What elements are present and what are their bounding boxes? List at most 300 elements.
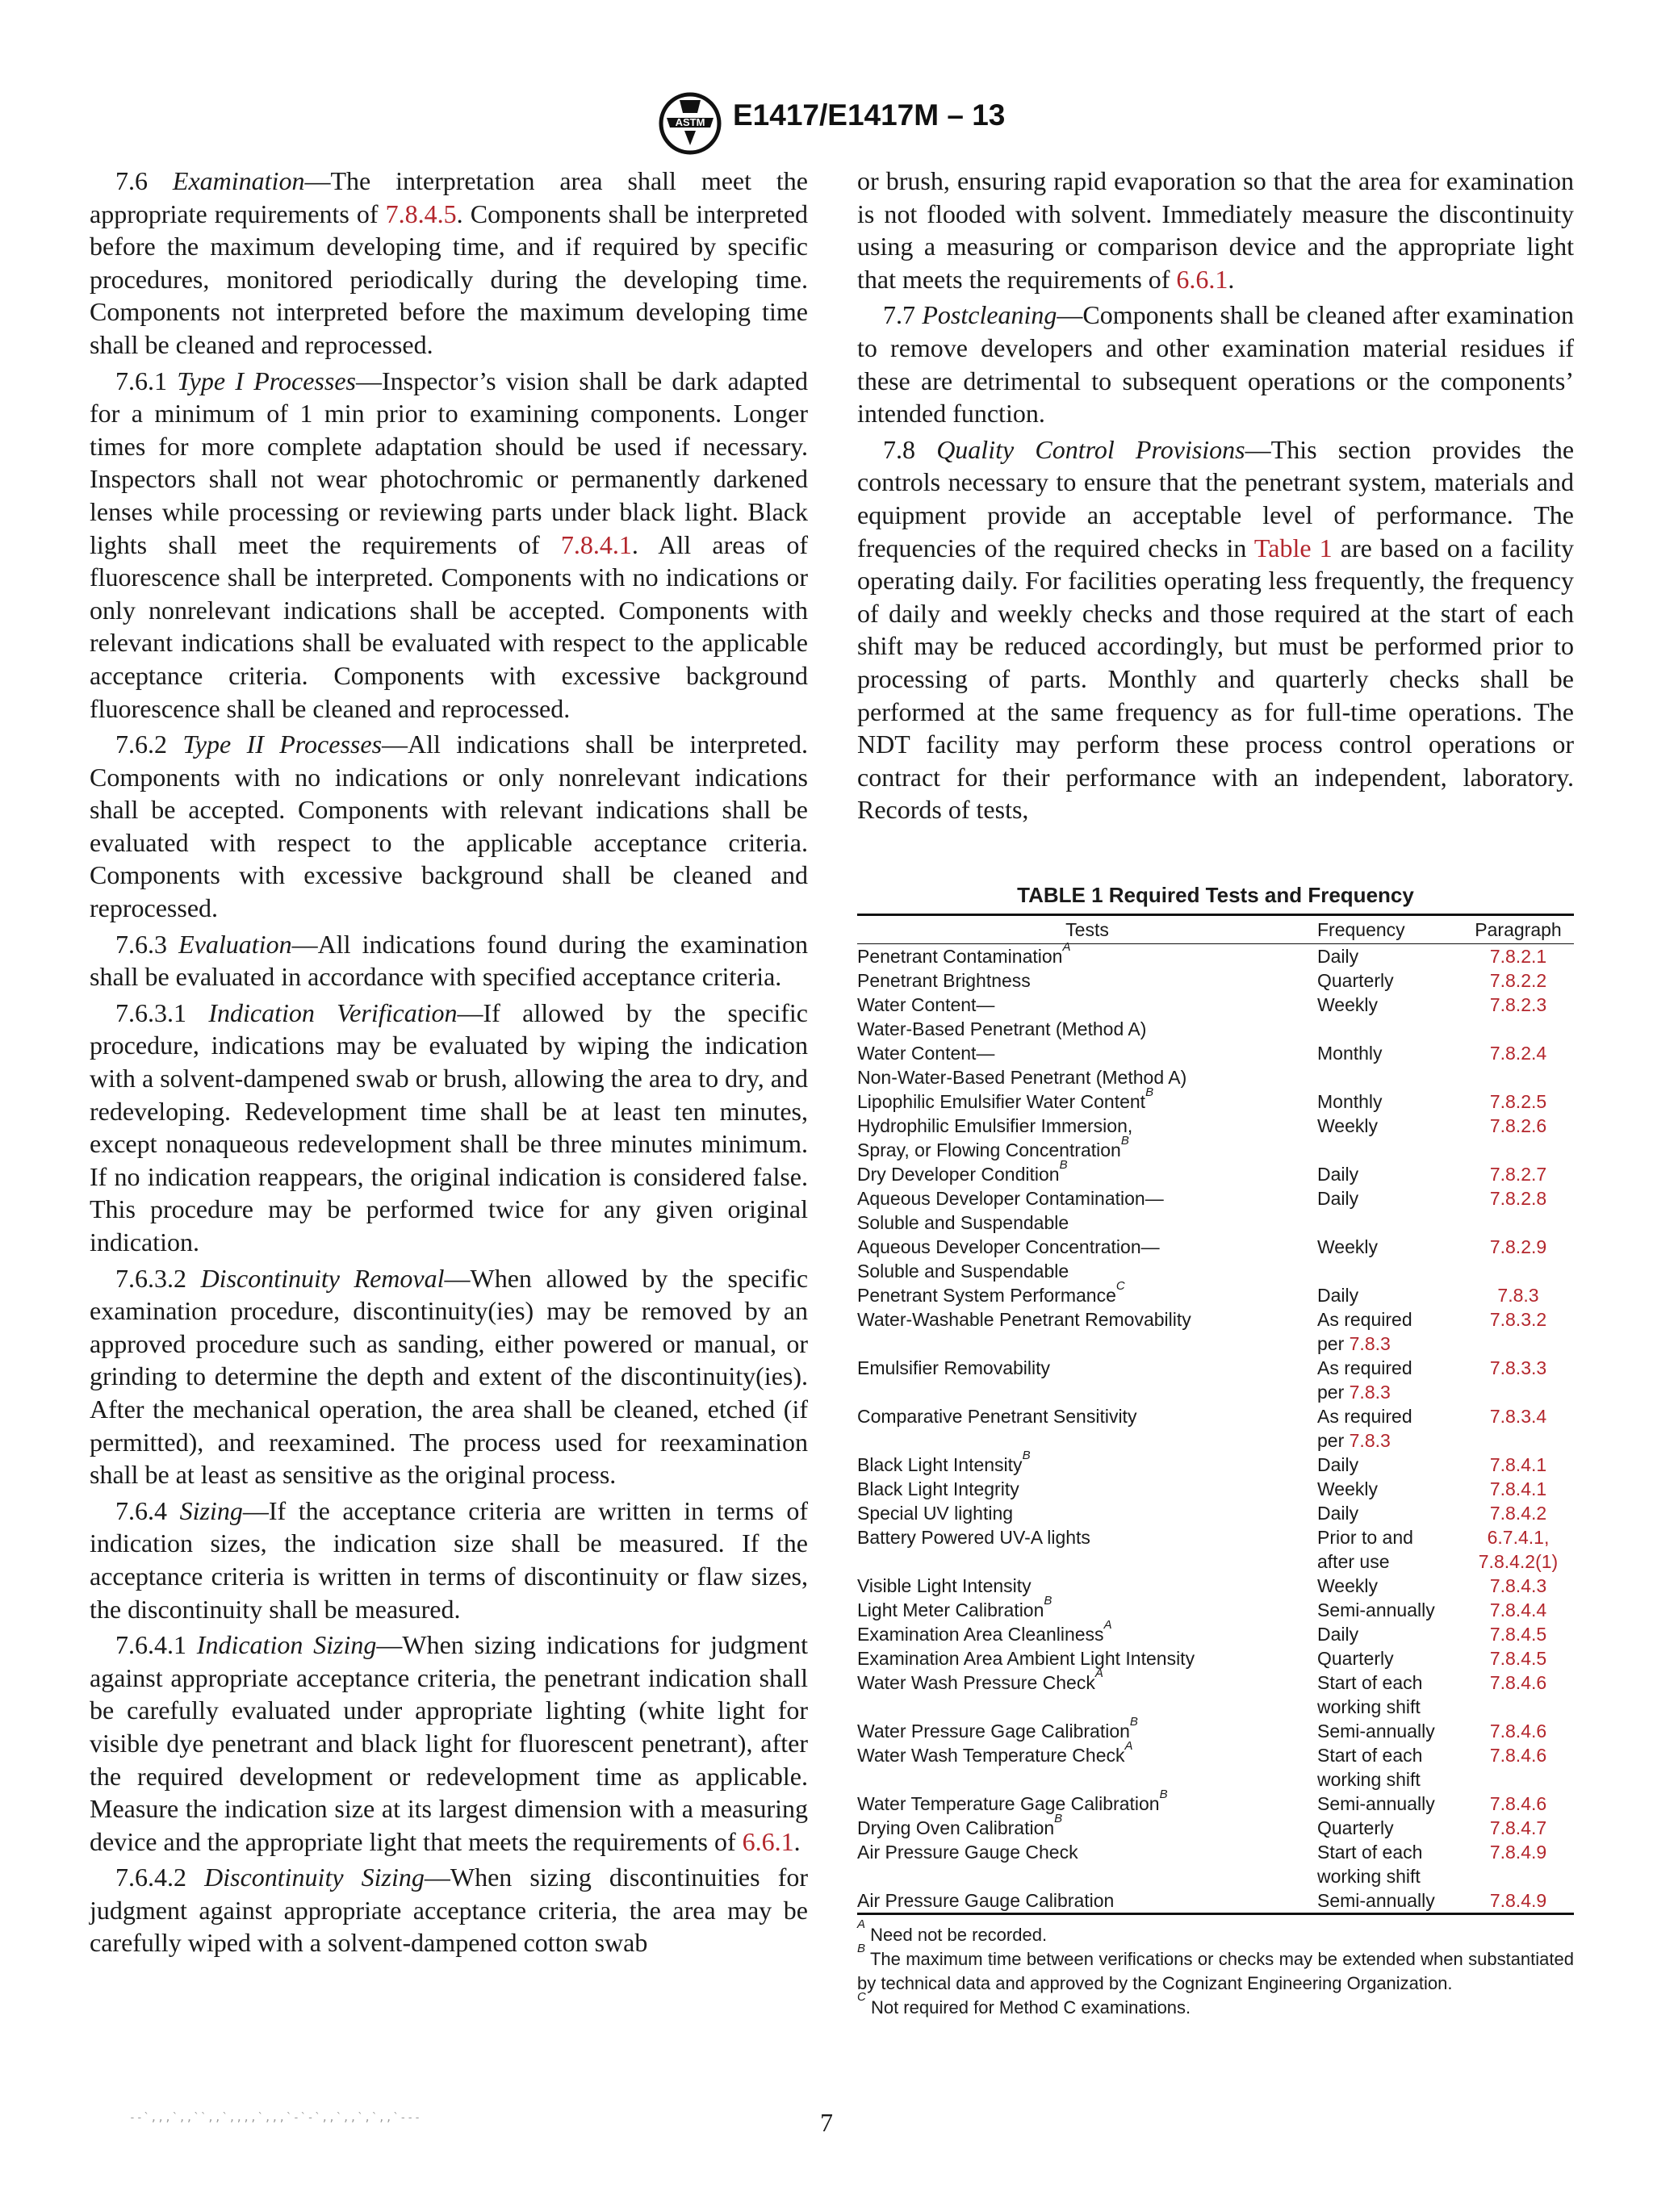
table-row [857,1041,1574,1089]
test-name: Examination Area Ambient Light Intensity [857,1648,1195,1669]
table-row [857,1525,1574,1574]
section-text: —Components shall be cleaned after examination to remove developers and other examination material residues if these are detrimental to subsequent operations or the components’ intended function. [857,300,1575,429]
cell-test [857,1449,1317,1477]
section-text: —All indications shall be interpreted. Components with no indications or only nonrelevant indications shall be accepted. Components with relevant indications shall be evaluated with respect to the applicable acceptance criteria. Components with excessive background shall be cleaned and reprocessed. [90,730,809,923]
paragraph-link[interactable]: 7.8.4.9 [1489,1842,1547,1863]
test-name: Emulsifier Removability [857,1357,1051,1378]
frequency-value: Daily [1317,1188,1359,1209]
page-number: 7 [820,2108,833,2137]
frequency-value: As required [1317,1309,1412,1330]
footnote-mark: B [1145,1085,1154,1099]
section-number: 7.6.2 [115,730,167,759]
footnote-text: The maximum time between verifications or checks may be extended when substantiated by technical data and approved by the Cognizant Engineering Organization. [857,1949,1574,1993]
test-name: Penetrant System Performance [857,1285,1116,1306]
test-name-continued: Water-Based Penetrant (Method A) [857,1018,1147,1039]
frequency-value-continued: per [1317,1333,1345,1354]
footnote-text: Not required for Method C examinations. [865,1997,1191,2018]
cell-test [857,1739,1317,1792]
frequency-value: As required [1317,1357,1412,1378]
cross-reference-link[interactable]: 6.6.1 [742,1826,794,1856]
cell-frequency [1317,1114,1463,1162]
table-row [857,1622,1574,1646]
section-title: Indication Sizing [196,1630,377,1660]
section-number: 7.6.4.2 [115,1863,186,1892]
cell-test [857,1501,1317,1525]
paragraph-link[interactable]: 7.8.4.6 [1489,1721,1547,1742]
footnote-mark: C [1115,1279,1125,1293]
cell-paragraph [1463,1356,1574,1404]
cell-test [857,1525,1317,1574]
cell-test [857,940,1317,969]
table-row [857,1235,1574,1283]
paragraph-link[interactable]: 7.8.4.2(1) [1478,1551,1559,1572]
paragraph-link[interactable]: 7.8.2.7 [1489,1164,1547,1185]
paragraph-link[interactable]: 7.8.4.1 [1489,1478,1547,1499]
test-name: Visible Light Intensity [857,1575,1032,1596]
test-name: Black Light Intensity [857,1454,1023,1475]
section-7-6-4-2 [90,1861,808,1959]
section-text: are based on a facility operating daily. For facilities operating less frequently, the frequency of daily and weekly checks and those required at the start of each shift may be reduced accordingly, but must be performed prior to processing of parts. Monthly and quarterly checks shall be performed at the same frequency as for full-time operations. The NDT facility may perform these process control operations or contract for their performance with an independent, laboratory. Records of tests, [857,533,1575,825]
section-text: —This section provides the controls necessary to ensure that the penetrant system, materials and equipment provide an acceptable level of performance. The frequencies of the required checks in [857,434,1575,562]
cell-paragraph [1463,1646,1574,1670]
frequency-value-continued: per [1317,1382,1345,1403]
cell-paragraph [1463,1622,1574,1646]
cell-frequency [1317,1477,1463,1501]
frequency-value: Quarterly [1317,970,1394,991]
table-row [857,1186,1574,1235]
cell-frequency [1317,1670,1463,1719]
cell-paragraph [1463,1501,1574,1525]
table-1 [857,881,1574,2020]
cell-paragraph [1463,1840,1574,1888]
frequency-value-continued: after use [1317,1551,1390,1572]
cell-frequency [1317,1719,1463,1743]
section-number: 7.6 [115,166,148,195]
cross-reference-link[interactable]: 7.8.3 [1349,1430,1391,1451]
section-7-6-3-2 [90,1262,808,1491]
section-text: —If the acceptance criteria are written in terms of indication sizes, the indication size shall be measured. If the acceptance criteria is written in terms of discontinuity or flaw sizes, the discontinuity shall be measured. [90,1495,809,1624]
section-text: —When sizing indications for judgment against appropriate acceptance criteria, the penetrant indication shall be carefully evaluated under appropriate lighting (white light for visible dye penetrant and black light for fluorescent penetrant), after the required development or redevelopment time as applicable. Measure the indication size at its largest dimension with a measuring device and the appropriate light that meets the requirements of [90,1630,808,1856]
section-7-6-4 [90,1495,808,1625]
section-number: 7.6.3 [115,929,167,959]
section-number: 7.8 [883,434,915,464]
cell-paragraph [1463,1114,1574,1162]
section-text: —When sizing discontinuities for judgment against appropriate acceptance criteria, the area may be carefully wiped with a solvent-dampened cotton swab [90,1863,809,1958]
frequency-value: Quarterly [1317,1648,1394,1669]
cell-test [857,1574,1317,1598]
test-name-continued: Spray, or Flowing Concentration [857,1139,1121,1160]
test-name: Battery Powered UV-A lights [857,1527,1090,1548]
footnote-mark: C [857,1990,866,2004]
cell-paragraph [1463,1162,1574,1186]
cell-paragraph [1463,1888,1574,1914]
table-row [857,1743,1574,1792]
table-row [857,1719,1574,1743]
table-row [857,1574,1574,1598]
footnote-mark: B [1129,1715,1138,1729]
section-text: —Inspector’s vision shall be dark adapted for a minimum of 1 min prior to examining components. Longer times for more complete adaptation should be used if necessary. Inspectors shall not wear photochromic or permanently darkened lenses while processing or reviewing parts under black light. Black lights shall meet the requirements of [90,366,809,559]
cell-test [857,1788,1317,1816]
cell-paragraph [1463,1525,1574,1574]
frequency-value: Start of each [1317,1745,1423,1766]
table-title: TABLE 1 Required Tests and Frequency [1017,883,1414,907]
table-row [857,1646,1574,1670]
frequency-value: Semi-annually [1317,1721,1435,1742]
section-text: . [793,1826,801,1856]
table-reference-link[interactable]: Table 1 [1253,533,1333,562]
cell-paragraph [1463,1574,1574,1598]
footnote-mark: B [857,1942,866,1955]
cell-test [857,1041,1317,1089]
cell-test [857,1307,1317,1356]
cross-reference-link[interactable]: 7.8.3 [1349,1333,1391,1354]
cell-paragraph [1463,1235,1574,1283]
cell-frequency [1317,968,1463,993]
paragraph-link[interactable]: 7.8.4.5 [1489,1624,1547,1645]
frequency-value: Semi-annually [1317,1599,1435,1620]
test-name: Water Pressure Gage Calibration [857,1721,1130,1742]
section-7-6-2 [90,728,808,925]
cell-frequency [1317,1792,1463,1816]
test-name: Water Wash Pressure Check [857,1672,1095,1693]
paragraph-link[interactable]: 7.8.2.5 [1489,1091,1547,1112]
test-name: Hydrophilic Emulsifier Immersion, [857,1115,1133,1136]
section-text: . [1228,264,1235,294]
test-name: Black Light Integrity [857,1478,1019,1499]
cell-test [857,1715,1317,1743]
frequency-value: Weekly [1317,994,1378,1015]
test-name: Dry Developer Condition [857,1164,1060,1185]
cell-test [857,993,1317,1041]
footnote-mark: A [1062,940,1071,954]
test-name: Water-Washable Penetrant Removability [857,1309,1191,1330]
section-title: Sizing [179,1495,243,1525]
cell-paragraph [1463,944,1574,969]
svg-text:ASTM: ASTM [675,116,705,128]
footnote-mark: A [1124,1739,1133,1753]
cell-test [857,1594,1317,1622]
test-name-continued: Soluble and Suspendable [857,1212,1069,1233]
cell-test [857,1186,1317,1235]
section-number: 7.6.3.1 [115,997,186,1027]
test-name: Water Content— [857,1043,995,1064]
test-name: Penetrant Brightness [857,970,1031,991]
cell-paragraph [1463,968,1574,993]
cell-test [857,1618,1317,1646]
frequency-value: Monthly [1317,1043,1383,1064]
cell-test [857,1888,1317,1914]
frequency-value: Daily [1317,1285,1359,1306]
test-name: Water Content— [857,994,995,1015]
section-title: Type II Processes [182,730,383,759]
frequency-value-continued: working shift [1317,1769,1421,1790]
left-column [90,165,808,1963]
paragraph-link[interactable]: 7.8.4.2 [1489,1503,1547,1524]
astm-logo-icon [657,90,723,157]
table-row [857,1888,1574,1914]
test-name: Special UV lighting [857,1503,1014,1524]
frequency-value: Daily [1317,1503,1359,1524]
section-text: . All areas of fluorescence shall be interpreted. Components with no indications or only nonrelevant indications shall be accepted. Components with relevant indications shall be evaluated with respect to the applicable acceptance criteria. Components with excessive background fluorescence shall be cleaned and reprocessed. [90,529,809,723]
paragraph-link[interactable]: 7.8.4.3 [1489,1575,1547,1596]
cell-frequency [1317,1283,1463,1307]
column-header-tests: Tests [857,915,1317,944]
cell-frequency [1317,1622,1463,1646]
required-tests-table [857,914,1574,1915]
paragraph-link[interactable]: 7.8.3 [1497,1285,1539,1306]
cell-frequency [1317,1162,1463,1186]
test-name-continued: Non-Water-Based Penetrant (Method A) [857,1067,1187,1088]
table-row [857,1089,1574,1114]
frequency-value: Start of each [1317,1842,1423,1863]
footnote-mark: A [1094,1666,1103,1680]
cell-paragraph [1463,993,1574,1041]
section-title: Indication Verification [208,997,458,1027]
test-name: Aqueous Developer Concentration— [857,1236,1160,1257]
paragraph-link[interactable]: 7.8.2.8 [1489,1188,1547,1209]
section-7-6-3 [90,928,808,993]
section-7-7 [857,299,1574,429]
test-name: Air Pressure Gauge Check [857,1842,1078,1863]
table-row [857,1670,1574,1719]
table-row [857,1792,1574,1816]
cell-frequency [1317,1525,1463,1574]
cell-frequency [1317,1888,1463,1914]
frequency-value: As required [1317,1406,1412,1427]
document-watermark: --`,,,`,,``,,`,,,,`,,,`-`-`,,`,,`,`,,`--- [129,2112,421,2124]
section-title: Examination [172,166,305,195]
paragraph-link[interactable]: 7.8.4.4 [1489,1599,1547,1620]
cell-frequency [1317,1041,1463,1089]
footnote-mark: A [857,1917,866,1931]
cross-reference-link[interactable]: 6.6.1 [1176,264,1228,294]
frequency-value: Daily [1317,1164,1359,1185]
frequency-value: Monthly [1317,1091,1383,1112]
paragraph-link[interactable]: 7.8.4.5 [1489,1648,1547,1669]
table-row [857,993,1574,1041]
section-title: Discontinuity Removal [200,1263,445,1293]
footnote-mark: B [1054,1812,1063,1825]
cell-frequency [1317,1404,1463,1453]
paragraph-link[interactable]: 7.8.2.2 [1489,970,1547,991]
footnote-mark: B [1044,1594,1052,1608]
section-title: Discontinuity Sizing [204,1863,425,1892]
cell-paragraph [1463,1307,1574,1356]
cross-reference-link[interactable]: 7.8.4.5 [385,199,457,228]
frequency-value: Daily [1317,1454,1359,1475]
section-number: 7.7 [883,300,915,330]
table-header-row [857,915,1574,944]
test-name: Examination Area Cleanliness [857,1624,1104,1645]
cell-frequency [1317,1501,1463,1525]
cell-test [857,1279,1317,1307]
paragraph-link[interactable]: 7.8.4.6 [1489,1672,1547,1693]
frequency-value: Weekly [1317,1115,1378,1136]
cell-paragraph [1463,1816,1574,1840]
cell-frequency [1317,1453,1463,1477]
frequency-value: Start of each [1317,1672,1423,1693]
table-body [857,940,1574,1914]
cell-paragraph [1463,1743,1574,1792]
table-footnote [857,1990,1574,2020]
test-name: Light Meter Calibration [857,1599,1044,1620]
table-row [857,1307,1574,1356]
paragraph-link[interactable]: 7.8.2.4 [1489,1043,1547,1064]
cross-reference-link[interactable]: 7.8.3 [1349,1382,1391,1403]
cell-test [857,1477,1317,1501]
table-row [857,1840,1574,1888]
section-number: 7.6.3.2 [115,1263,186,1293]
frequency-value: Weekly [1317,1478,1378,1499]
paragraph-link[interactable]: 7.8.4.6 [1489,1793,1547,1814]
cell-paragraph [1463,1670,1574,1719]
cell-frequency [1317,1186,1463,1235]
cell-paragraph [1463,1792,1574,1816]
cell-paragraph [1463,1089,1574,1114]
section-text: or brush, ensuring rapid evaporation so that the area for examination is not flooded with solvent. Immediately measure the discontinuity using a measuring or comparison device and the appropriate light that meets the requirements of [857,166,1574,294]
test-name: Aqueous Developer Contamination— [857,1188,1164,1209]
frequency-value: Weekly [1317,1236,1378,1257]
footnote-mark: B [1059,1158,1068,1172]
paragraph-link[interactable]: 7.8.3.3 [1489,1357,1547,1378]
paragraph-link[interactable]: 6.7.4.1, [1487,1527,1550,1548]
frequency-value: Semi-annually [1317,1793,1435,1814]
cell-frequency [1317,1089,1463,1114]
cell-paragraph [1463,1477,1574,1501]
section-text: . Components shall be interpreted before the maximum developing time, and if required by specific procedures, monitored periodically during the developing time. Components not interpreted before the maximum developing time shall be cleaned and reprocessed. [90,199,809,359]
table-row [857,1501,1574,1525]
table-row [857,1816,1574,1840]
cell-test [857,968,1317,993]
cell-frequency [1317,1646,1463,1670]
cell-paragraph [1463,1719,1574,1743]
right-column [857,165,1574,830]
column-header-paragraph: Paragraph [1463,915,1574,944]
cell-frequency [1317,944,1463,969]
section-text: —When allowed by the specific examination procedure, discontinuity(ies) may be removed by an approved procedure such as sanding, either powered or manual, or grinding to determine the depth and extent of the discontinuity(ies). After the mechanical operation, the area shall be cleaned, etched (if permitted), and reexamined. The process used for reexamination shall be at least as sensitive as the original process. [90,1263,809,1490]
cross-reference-link[interactable]: 7.8.4.1 [560,529,632,559]
cell-frequency [1317,1816,1463,1840]
cell-frequency [1317,1356,1463,1404]
section-title: Quality Control Provisions [936,434,1245,464]
section-text: —All indications found during the examination shall be evaluated in accordance with specified acceptance criteria. [90,929,809,992]
cell-test [857,1646,1317,1670]
table-row [857,1114,1574,1162]
cell-frequency [1317,1574,1463,1598]
section-number: 7.6.1 [115,366,167,395]
cell-paragraph [1463,1453,1574,1477]
cell-test [857,1235,1317,1283]
cell-test [857,1085,1317,1114]
frequency-value: Semi-annually [1317,1890,1435,1911]
section-number: 7.6.4.1 [115,1630,186,1660]
frequency-value-continued: working shift [1317,1696,1421,1717]
test-name-continued: Soluble and Suspendable [857,1261,1069,1282]
table-row [857,944,1574,969]
cell-frequency [1317,1840,1463,1888]
section-7-6 [90,165,808,362]
test-name: Water Temperature Gage Calibration [857,1793,1160,1814]
table-footnote [857,1942,1574,1996]
test-name: Comparative Penetrant Sensitivity [857,1406,1137,1427]
section-7-8 [857,433,1574,826]
cell-frequency [1317,1235,1463,1283]
cell-frequency [1317,1307,1463,1356]
table-row [857,1162,1574,1186]
paragraph-link[interactable]: 7.8.4.9 [1489,1890,1547,1911]
footnote-mark: B [1159,1788,1168,1801]
cell-paragraph [1463,1186,1574,1235]
test-name: Water Wash Temperature Check [857,1745,1125,1766]
paragraph-link[interactable]: 7.8.2.9 [1489,1236,1547,1257]
frequency-value: Daily [1317,946,1359,967]
section-number: 7.6.4 [115,1495,167,1525]
cell-frequency [1317,1743,1463,1792]
section-7-6-3-1 [90,997,808,1259]
frequency-value: Quarterly [1317,1817,1394,1838]
footnote-mark: B [1022,1449,1031,1462]
paragraph-link[interactable]: 7.8.4.7 [1489,1817,1547,1838]
test-name: Drying Oven Calibration [857,1817,1055,1838]
test-name: Air Pressure Gauge Calibration [857,1890,1115,1911]
cell-test [857,1404,1317,1453]
section-title: Type I Processes [177,366,356,395]
table-row [857,1404,1574,1453]
table-row [857,968,1574,993]
section-7-6-4-1 [90,1629,808,1858]
cell-paragraph [1463,1598,1574,1622]
footnote-mark: B [1120,1134,1129,1148]
paragraph-link[interactable]: 7.8.2.6 [1489,1115,1547,1136]
footnote-mark: A [1103,1618,1112,1632]
cell-test [857,1840,1317,1888]
page-header [0,90,1653,155]
table-row [857,1477,1574,1501]
paragraph-link[interactable]: 7.8.2.1 [1489,946,1547,967]
test-name: Lipophilic Emulsifier Water Content [857,1091,1146,1112]
paragraph-link[interactable]: 7.8.4.1 [1489,1454,1547,1475]
footnote-text: Need not be recorded. [865,1925,1048,1945]
table-footnotes [857,1917,1574,2020]
paragraph-link[interactable]: 7.8.3.2 [1489,1309,1547,1330]
cell-paragraph [1463,1283,1574,1307]
document-id: E1417/E1417M – 13 [733,98,1006,132]
column-header-frequency: Frequency [1317,915,1463,944]
frequency-value-continued: working shift [1317,1866,1421,1887]
paragraph-link[interactable]: 7.8.3.4 [1489,1406,1547,1427]
section-title: Evaluation [178,929,292,959]
table-row [857,1453,1574,1477]
frequency-value: Prior to and [1317,1527,1413,1548]
cell-test [857,1666,1317,1719]
test-name: Penetrant Contamination [857,946,1063,967]
table-row [857,1598,1574,1622]
section-7-6-4-2-continued [857,165,1574,295]
cell-test [857,1356,1317,1404]
paragraph-link[interactable]: 7.8.4.6 [1489,1745,1547,1766]
cell-frequency [1317,1598,1463,1622]
cell-paragraph [1463,1404,1574,1453]
frequency-value-continued: per [1317,1430,1345,1451]
cell-paragraph [1463,1041,1574,1089]
table-row [857,1283,1574,1307]
cell-frequency [1317,993,1463,1041]
cell-test [857,1158,1317,1186]
table-footnote [857,1917,1574,1947]
paragraph-link[interactable]: 7.8.2.3 [1489,994,1547,1015]
section-title: Postcleaning [922,300,1057,330]
cell-test [857,1812,1317,1840]
